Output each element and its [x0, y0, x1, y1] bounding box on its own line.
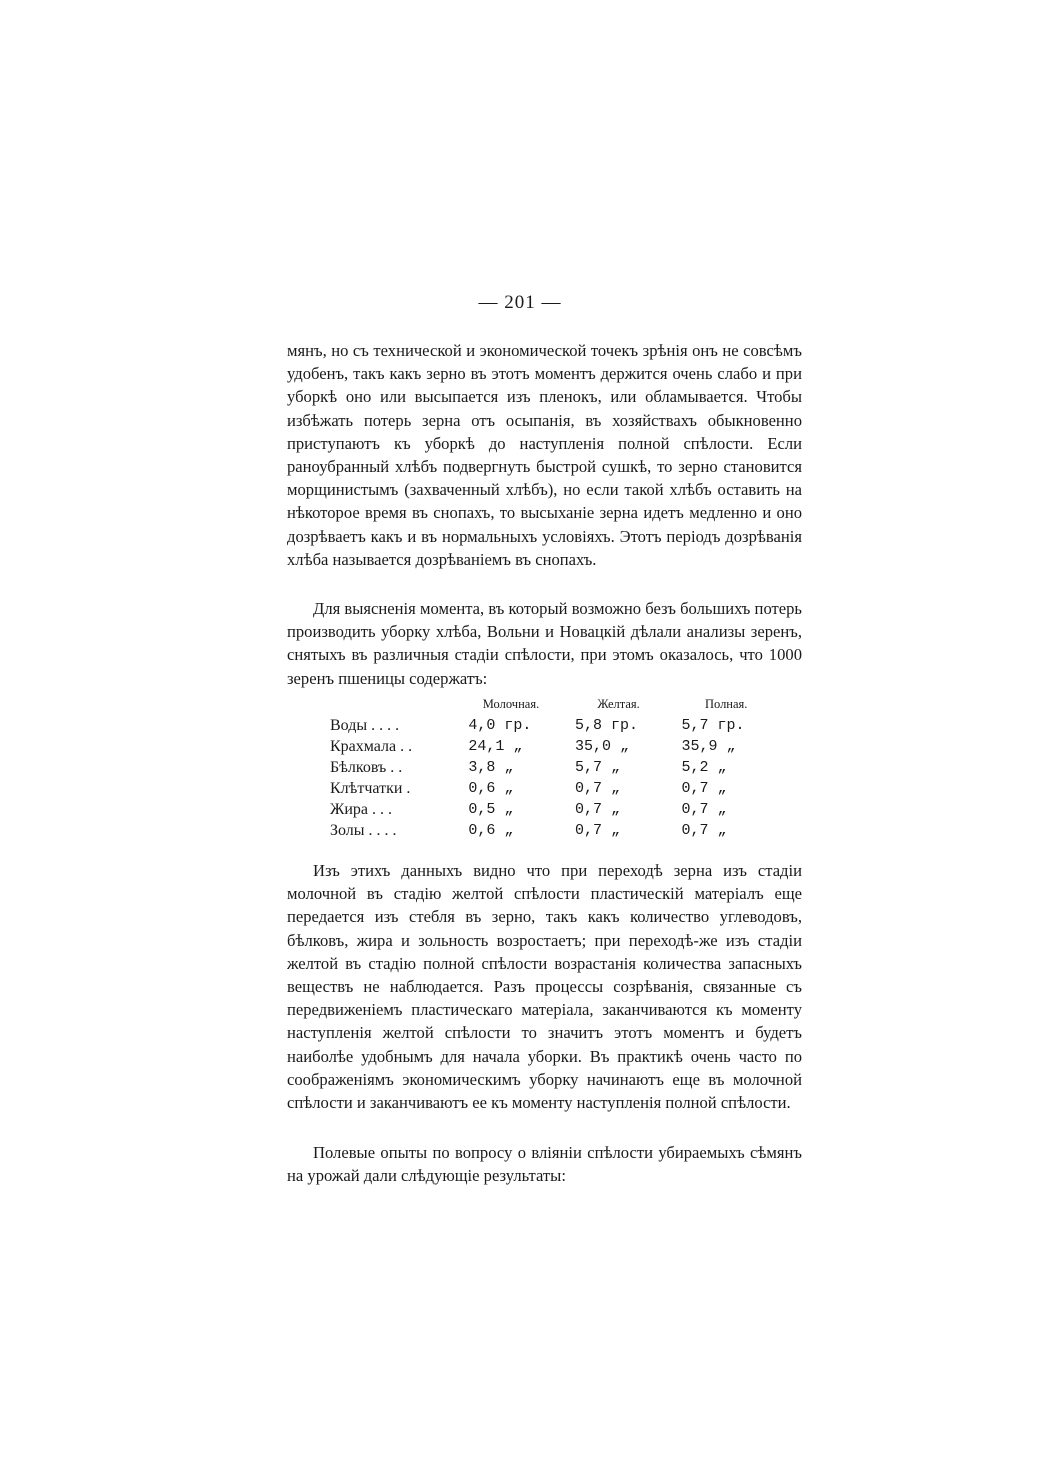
cell-yellow: 0,7 „: [574, 801, 620, 818]
paragraph-4: Полевые опыты по вопросу о вліяніи спѣлости убираемыхъ сѣмянъ на урожай дали слѣдующіе результаты:: [287, 1143, 802, 1186]
text-block-1: [287, 339, 802, 571]
text-block-4: [287, 1141, 802, 1187]
composition-table: [330, 693, 780, 841]
table-row: [330, 799, 780, 820]
row-label: Воды . . . .: [330, 717, 400, 734]
cell-full: 0,7 „: [681, 822, 727, 839]
cell-milky: 24,1 „: [468, 738, 523, 755]
cell-full: 0,7 „: [681, 801, 727, 818]
cell-milky: 0,6 „: [468, 780, 514, 797]
row-label: Бѣлковъ . .: [330, 759, 403, 776]
paragraph-3: Изъ этихъ данныхъ видно что при переходѣ зерна изъ стадіи молочной въ стадію желтой спѣлости пластическій матеріалъ еще передается изъ стебля въ зерно, такъ какъ количество углеводовъ, бѣлковъ, жира и зольность возростаетъ; при переходѣ-же изъ стадіи желтой въ стадію полной спѣлости возрастанія количества запасныхъ веществъ не наблюдается. Разъ процессы созрѣванія, связанные съ передвиженіемъ пластическаго матеріала, заканчиваются къ моменту наступленія желтой спѣлости то значитъ этотъ моментъ и будетъ наиболѣе удобнымъ для начала уборки. Въ практикѣ очень часто по соображеніямъ экономическимъ уборку начинаютъ еще въ молочной спѣлости и заканчиваютъ ее къ моменту наступленія полной спѣлости.: [287, 861, 802, 1113]
cell-milky: 0,6 „: [468, 822, 514, 839]
header-full: Полная.: [704, 697, 748, 711]
paragraph-1: мянъ, но съ технической и экономической точекъ зрѣнія онъ не совсѣмъ удобенъ, такъ какъ зерно въ этотъ моментъ держится очень слабо и при уборкѣ оно или высыпается изъ пленокъ, или обламывается. Чтобы избѣжать потерь зерна отъ осыпанія, въ хозяйствахъ обыкновенно приступаютъ къ уборкѣ до наступленія полной спѣлости. Если раноубранный хлѣбъ подвергнуть быстрой сушкѣ, то зерно становится морщинистымъ (захваченный хлѣбъ), но если такой хлѣбъ оставить на нѣкоторое время въ снопахъ, то высыханіе зерна идетъ медленно и оно дозрѣваетъ какъ и въ нормальныхъ условіяхъ. Этотъ періодъ дозрѣванія хлѣба называется дозрѣваніемъ въ снопахъ.: [287, 341, 802, 569]
paragraph-2: Для выясненія момента, въ который возможно безъ большихъ потерь производить уборку хлѣба, Вольни и Новацкій дѣлали анализы зеренъ, снятыхъ въ различныя стадіи спѣлости, при этомъ оказалось, что 1000 зеренъ пшеницы содержатъ:: [287, 599, 802, 688]
table-row: [330, 778, 780, 799]
cell-yellow: 35,0 „: [574, 738, 629, 755]
cell-full: 35,9 „: [681, 738, 736, 755]
header-milky: Молочная.: [482, 697, 540, 711]
table-header: [330, 693, 780, 715]
cell-yellow: 0,7 „: [574, 822, 620, 839]
cell-full: 5,7 гр.: [681, 717, 745, 734]
cell-milky: 4,0 гр.: [468, 717, 532, 734]
cell-full: 0,7 „: [681, 780, 727, 797]
cell-milky: 0,5 „: [468, 801, 514, 818]
row-label: Золы . . . .: [330, 822, 397, 839]
row-label: Жира . . .: [330, 801, 392, 818]
table-row: [330, 736, 780, 757]
cell-yellow: 5,8 гр.: [574, 717, 638, 734]
page-number: — 201 —: [478, 292, 562, 313]
cell-yellow: 0,7 „: [574, 780, 620, 797]
text-block-2: [287, 597, 802, 690]
text-block-3: [287, 859, 802, 1114]
cell-full: 5,2 „: [681, 759, 727, 776]
row-label: Клѣтчатки .: [330, 780, 411, 797]
table-row: [330, 715, 780, 736]
row-label: Крахмала . .: [330, 738, 413, 755]
header-yellow: Желтая.: [597, 697, 640, 711]
cell-milky: 3,8 „: [468, 759, 514, 776]
table-row: [330, 757, 780, 778]
table-row: [330, 820, 780, 841]
cell-yellow: 5,7 „: [574, 759, 620, 776]
